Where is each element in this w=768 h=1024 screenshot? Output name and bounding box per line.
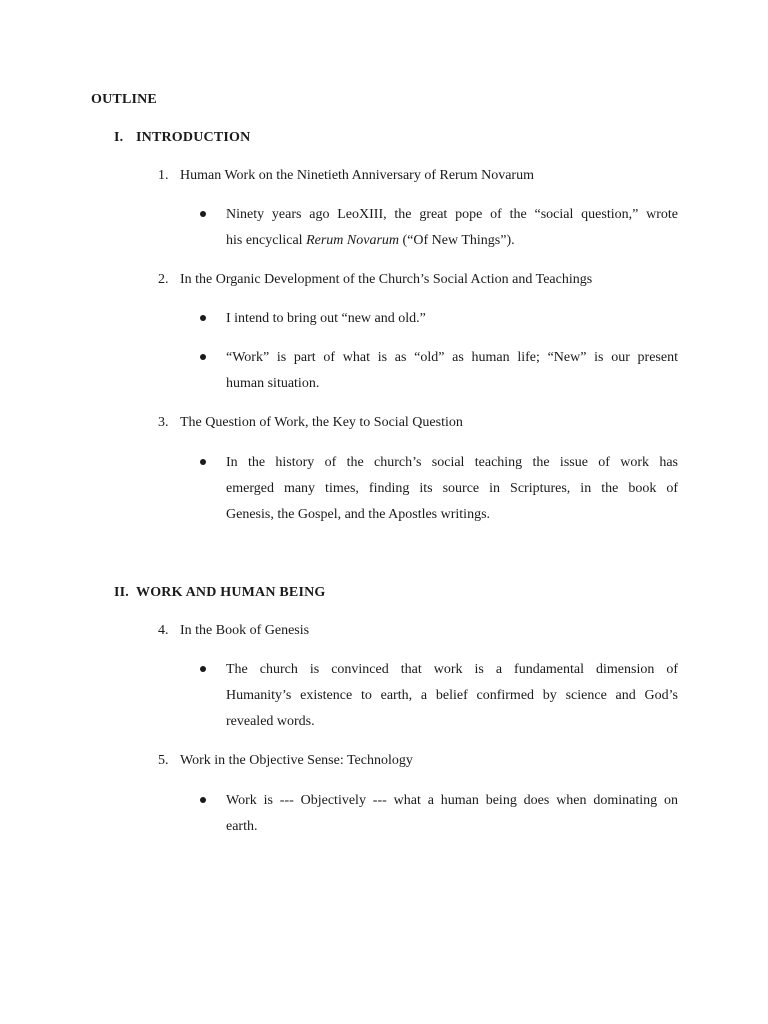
bullet-line: In the history of the church’s social teaching the issue of work has xyxy=(226,455,678,470)
item-number: 2. xyxy=(158,272,169,287)
section-numeral: II. xyxy=(114,585,129,600)
bullet-point-6 xyxy=(200,788,678,840)
item-text: In the Book of Genesis xyxy=(180,623,310,638)
bullet-point-1 xyxy=(200,202,678,254)
bullet-dot-icon xyxy=(200,211,206,217)
outline-item-5 xyxy=(158,753,413,769)
item-text: The Question of Work, the Key to Social Question xyxy=(180,415,463,430)
bullet-line: revealed words. xyxy=(226,714,315,729)
section-title: WORK AND HUMAN BEING xyxy=(136,585,326,600)
item-text: In the Organic Development of the Church’s Social Action and Teachings xyxy=(180,272,593,287)
section-numeral: I. xyxy=(114,130,124,145)
item-number: 1. xyxy=(158,168,169,183)
outline-item-2 xyxy=(158,272,592,288)
bullet-dot-icon xyxy=(200,315,206,321)
item-number: 3. xyxy=(158,415,169,430)
bullet-point-2 xyxy=(200,306,678,332)
bullet-line: I intend to bring out “new and old.” xyxy=(226,311,426,326)
outline-item-3 xyxy=(158,415,463,431)
bullet-line xyxy=(226,228,678,254)
bullet-dot-icon xyxy=(200,797,206,803)
item-text: Human Work on the Ninetieth Anniversary of Rerum Novarum xyxy=(180,168,534,183)
bullet-point-3 xyxy=(200,345,678,397)
bullet-line: Humanity’s existence to earth, a belief confirmed by science and God’s xyxy=(226,688,678,703)
section-title: INTRODUCTION xyxy=(136,130,251,145)
outline-title: OUTLINE xyxy=(91,92,157,107)
bullet-line: The church is convinced that work is a fundamental dimension of xyxy=(226,662,678,677)
item-number: 5. xyxy=(158,753,169,768)
bullet-line: Ninety years ago LeoXIII, the great pope of the “social question,” wrote xyxy=(226,207,678,222)
bullet-line: Genesis, the Gospel, and the Apostles writings. xyxy=(226,507,491,522)
section-heading-introduction xyxy=(114,130,250,146)
bullet-line: “Work” is part of what is as “old” as human life; “New” is our present xyxy=(226,350,678,365)
outline-item-1 xyxy=(158,168,534,184)
bullet-line: earth. xyxy=(226,819,258,834)
bullet-dot-icon xyxy=(200,354,206,360)
bullet-dot-icon xyxy=(200,459,206,465)
outline-item-4 xyxy=(158,623,309,639)
bullet-point-5 xyxy=(200,657,678,735)
bullet-line: human situation. xyxy=(226,376,320,391)
section-heading-work-and-human-being xyxy=(114,585,326,601)
bullet-line: emerged many times, finding its source in Scriptures, in the book of xyxy=(226,481,678,496)
bullet-point-4 xyxy=(200,450,678,528)
bullet-dot-icon xyxy=(200,666,206,672)
bullet-text: (“Of New Things”). xyxy=(399,233,515,248)
italic-title: Rerum Novarum xyxy=(306,233,400,248)
item-number: 4. xyxy=(158,623,169,638)
bullet-line: Work is --- Objectively --- what a human being does when dominating on xyxy=(226,793,678,808)
item-text: Work in the Objective Sense: Technology xyxy=(180,753,413,768)
bullet-text: his encyclical xyxy=(226,233,307,248)
